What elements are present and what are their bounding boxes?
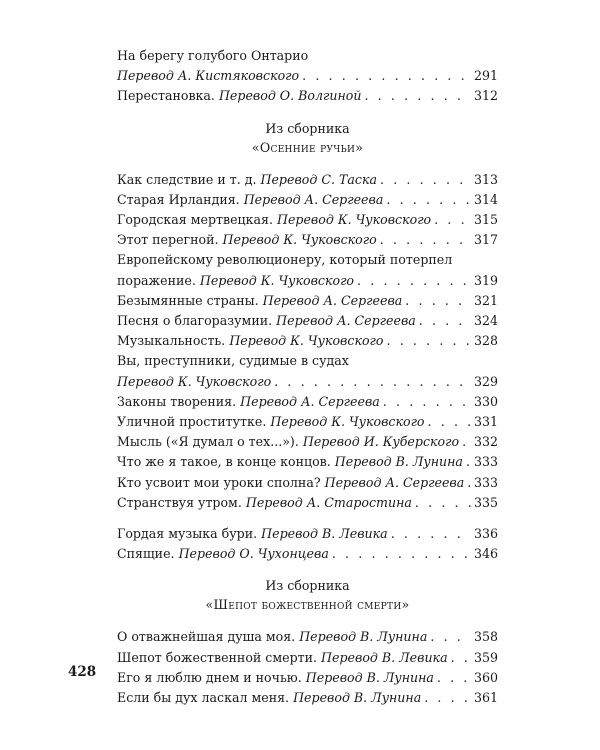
entry-title-wrap xyxy=(117,271,354,291)
entry-page-number: 317 xyxy=(473,232,498,248)
entry-title: Безымянные страны. xyxy=(117,292,259,308)
entry-title-wrap xyxy=(117,668,434,688)
entry-title-wrap xyxy=(117,544,329,564)
entry-title: Песня о благоразумии. xyxy=(117,313,273,329)
dot-leader xyxy=(302,66,471,86)
entry-page-number: 331 xyxy=(473,414,498,430)
toc-entry-row xyxy=(117,86,498,106)
toc-entry xyxy=(117,627,498,647)
entry-page-number: 314 xyxy=(473,191,498,207)
entry-translator: Перевод А. Сергеева xyxy=(324,474,465,490)
entry-title-wrap xyxy=(117,311,416,331)
dot-leader xyxy=(419,311,471,331)
toc-entry-row xyxy=(117,627,498,647)
entry-translator: Перевод В. Левика xyxy=(321,649,448,665)
toc-entry-row xyxy=(117,392,498,412)
entry-title: Мысль («Я думал о тех...»). xyxy=(117,434,299,450)
dot-leader xyxy=(462,432,471,452)
entry-translator: Перевод В. Левика xyxy=(261,526,388,542)
entry-title-wrap xyxy=(117,190,383,210)
dot-leader xyxy=(357,271,471,291)
toc-entry xyxy=(117,190,498,210)
entry-title-wrap xyxy=(117,210,431,230)
entry-translator: Перевод А. Сергеева xyxy=(243,191,384,207)
dot-leader xyxy=(383,392,471,412)
entry-translator: Перевод К. Чуковского xyxy=(222,232,377,248)
entry-translator: Перевод О. Чухонцева xyxy=(178,546,329,562)
section-heading-line1: Из сборника xyxy=(265,120,350,136)
toc-entry xyxy=(117,412,498,432)
toc-entry-row xyxy=(117,688,498,708)
entry-title: Уличной проститутке. xyxy=(117,414,267,430)
entry-title: Шепот божественной смерти. xyxy=(117,649,318,665)
entry-title-wrap xyxy=(117,627,427,647)
dot-leader xyxy=(364,86,471,106)
toc-entry-row xyxy=(117,271,498,291)
entry-title: поражение. xyxy=(117,272,196,288)
dot-leader xyxy=(386,190,471,210)
toc-entry-row xyxy=(117,412,498,432)
entry-page-number: 291 xyxy=(473,68,498,84)
toc-entry xyxy=(117,473,498,493)
entry-title: Музыкальность. xyxy=(117,333,226,349)
entry-page-number: 328 xyxy=(473,333,498,349)
entry-title-wrap xyxy=(117,331,384,351)
toc-entry xyxy=(117,452,498,472)
toc-entry xyxy=(117,230,498,250)
entry-title: Если бы дух ласкал меня. xyxy=(117,690,290,706)
entry-title: Кто усвоит мои уроки сполна? xyxy=(117,474,321,490)
entry-title: Этот перегной. xyxy=(117,232,219,248)
entry-page-number: 346 xyxy=(473,546,498,562)
dot-leader xyxy=(332,544,471,564)
section-heading-title: «Осенние ручьи» xyxy=(251,139,364,155)
entry-translator: Перевод В. Лунина xyxy=(305,669,434,685)
toc-entry-row xyxy=(117,372,498,392)
entry-translator: Перевод К. Чуковского xyxy=(117,373,272,389)
entry-translator: Перевод В. Лунина xyxy=(299,629,428,645)
entry-page-number: 333 xyxy=(473,454,498,470)
toc-entry xyxy=(117,392,498,412)
entry-title-wrap xyxy=(117,372,271,392)
entry-translator: Перевод И. Куберского xyxy=(302,434,460,450)
toc-entry xyxy=(117,250,498,290)
entry-translator: Перевод А. Сергеева xyxy=(276,313,416,329)
entry-page-number: 329 xyxy=(473,373,498,389)
entry-title-wrap xyxy=(117,66,299,86)
section-heading xyxy=(117,576,498,614)
dot-leader xyxy=(405,291,471,311)
toc-entry-row xyxy=(117,331,498,351)
entry-translator: Перевод К. Чуковского xyxy=(199,272,355,288)
entry-page-number: 336 xyxy=(473,526,498,542)
entry-title-wrap xyxy=(117,493,412,513)
dot-leader xyxy=(466,452,471,472)
entry-page-number: 333 xyxy=(473,474,498,490)
entry-title-line: Европейскому революционеру, который потерпел xyxy=(117,252,453,268)
toc-entry xyxy=(117,351,498,391)
entry-title-line: Вы, преступники, судимые в судах xyxy=(117,353,349,369)
entry-title: Его я люблю днем и ночью. xyxy=(117,669,302,685)
section-heading-line1: Из сборника xyxy=(265,578,350,594)
toc-entry-row xyxy=(117,452,498,472)
entry-translator: Перевод В. Лунина xyxy=(334,454,463,470)
dot-leader xyxy=(387,331,471,351)
toc-entry xyxy=(117,544,498,564)
entry-translator: Перевод К. Чуковского xyxy=(276,212,432,228)
entry-title: Старая Ирландия. xyxy=(117,191,240,207)
toc-entry-row xyxy=(117,648,498,668)
entry-translator: Перевод С. Таска xyxy=(260,171,377,187)
entry-translator: Перевод В. Лунина xyxy=(293,690,422,706)
entry-title-wrap xyxy=(117,648,448,668)
dot-leader xyxy=(391,524,471,544)
toc-entry xyxy=(117,648,498,668)
toc-entry xyxy=(117,432,498,452)
entry-translator: Перевод К. Чуковского xyxy=(229,333,384,349)
toc-entry-row xyxy=(117,311,498,331)
dot-leader xyxy=(415,493,471,513)
toc-entry xyxy=(117,291,498,311)
entry-page-number: 321 xyxy=(473,292,498,308)
dot-leader xyxy=(467,473,471,493)
dot-leader xyxy=(437,668,471,688)
entry-title-wrap xyxy=(117,392,380,412)
toc-entry xyxy=(117,210,498,230)
toc-entry-row xyxy=(117,190,498,210)
entry-page-number: 324 xyxy=(473,313,498,329)
toc-entry-row xyxy=(117,210,498,230)
section-heading xyxy=(117,119,498,157)
toc-entry-row xyxy=(117,230,498,250)
dot-leader xyxy=(434,210,471,230)
entry-title: Странствуя утром. xyxy=(117,494,242,510)
page-number: 428 xyxy=(68,664,97,680)
entry-title-wrap xyxy=(117,86,361,106)
toc-entry xyxy=(117,668,498,688)
entry-translator: Перевод А. Старостина xyxy=(245,494,412,510)
entry-title-wrap xyxy=(117,473,464,493)
entry-page-number: 330 xyxy=(473,393,498,409)
toc-entry-row xyxy=(117,493,498,513)
entry-page-number: 358 xyxy=(473,629,498,645)
entry-page-number: 361 xyxy=(473,690,498,706)
entry-title-wrap xyxy=(117,452,463,472)
toc-entry xyxy=(117,331,498,351)
entry-translator: Перевод А. Сергеева xyxy=(240,393,380,409)
toc-entry xyxy=(117,311,498,331)
toc-entry-row xyxy=(117,432,498,452)
table-of-contents xyxy=(117,46,498,708)
dot-leader xyxy=(274,372,471,392)
entry-title-wrap xyxy=(117,412,425,432)
entry-title: Спящие. xyxy=(117,546,175,562)
entry-page-number: 319 xyxy=(473,272,498,288)
entry-title-wrap xyxy=(117,688,421,708)
entry-page-number: 332 xyxy=(473,434,498,450)
toc-entry-row xyxy=(117,66,498,86)
entry-title-wrap xyxy=(117,432,459,452)
toc-entry xyxy=(117,493,498,513)
entry-title: Городская мертвецкая. xyxy=(117,212,273,228)
entry-title-wrap xyxy=(117,524,388,544)
toc-entry-row xyxy=(117,544,498,564)
block-spacer xyxy=(117,513,498,524)
entry-page-number: 335 xyxy=(473,494,498,510)
entry-translator: Перевод А. Кистяковского xyxy=(117,68,300,84)
dot-leader xyxy=(428,412,471,432)
section-heading-title: «Шепот божественной смерти» xyxy=(205,597,410,613)
entry-title: Что же я такое, в конце концов. xyxy=(117,454,331,470)
toc-entry-row xyxy=(117,473,498,493)
toc-entry xyxy=(117,170,498,190)
entry-translator: Перевод О. Волгиной xyxy=(218,88,362,104)
entry-translator: Перевод А. Сергеева xyxy=(262,292,403,308)
dot-leader xyxy=(451,648,471,668)
entry-title-wrap xyxy=(117,230,377,250)
entry-title: О отважнейшая душа моя. xyxy=(117,629,296,645)
entry-title-line: На берегу голубого Онтарио xyxy=(117,48,309,63)
dot-leader xyxy=(424,688,471,708)
dot-leader xyxy=(380,170,471,190)
entry-page-number: 359 xyxy=(473,649,498,665)
entry-title-wrap xyxy=(117,170,377,190)
entry-title: Перестановка. xyxy=(117,88,215,104)
toc-entry xyxy=(117,524,498,544)
toc-entry xyxy=(117,46,498,86)
toc-entry xyxy=(117,86,498,106)
entry-title: Гордая музыка бури. xyxy=(117,526,258,542)
toc-entry xyxy=(117,688,498,708)
entry-page-number: 315 xyxy=(473,212,498,228)
toc-entry-row xyxy=(117,170,498,190)
entry-page-number: 312 xyxy=(473,88,498,104)
toc-entry-row xyxy=(117,291,498,311)
toc-entry-row xyxy=(117,668,498,688)
entry-page-number: 360 xyxy=(473,669,498,685)
dot-leader xyxy=(430,627,471,647)
toc-entry-row xyxy=(117,524,498,544)
dot-leader xyxy=(380,230,471,250)
entry-title-wrap xyxy=(117,291,402,311)
entry-page-number: 313 xyxy=(473,171,498,187)
entry-title: Как следствие и т. д. xyxy=(117,171,257,187)
entry-translator: Перевод К. Чуковского xyxy=(270,414,425,430)
entry-title: Законы творения. xyxy=(117,393,237,409)
